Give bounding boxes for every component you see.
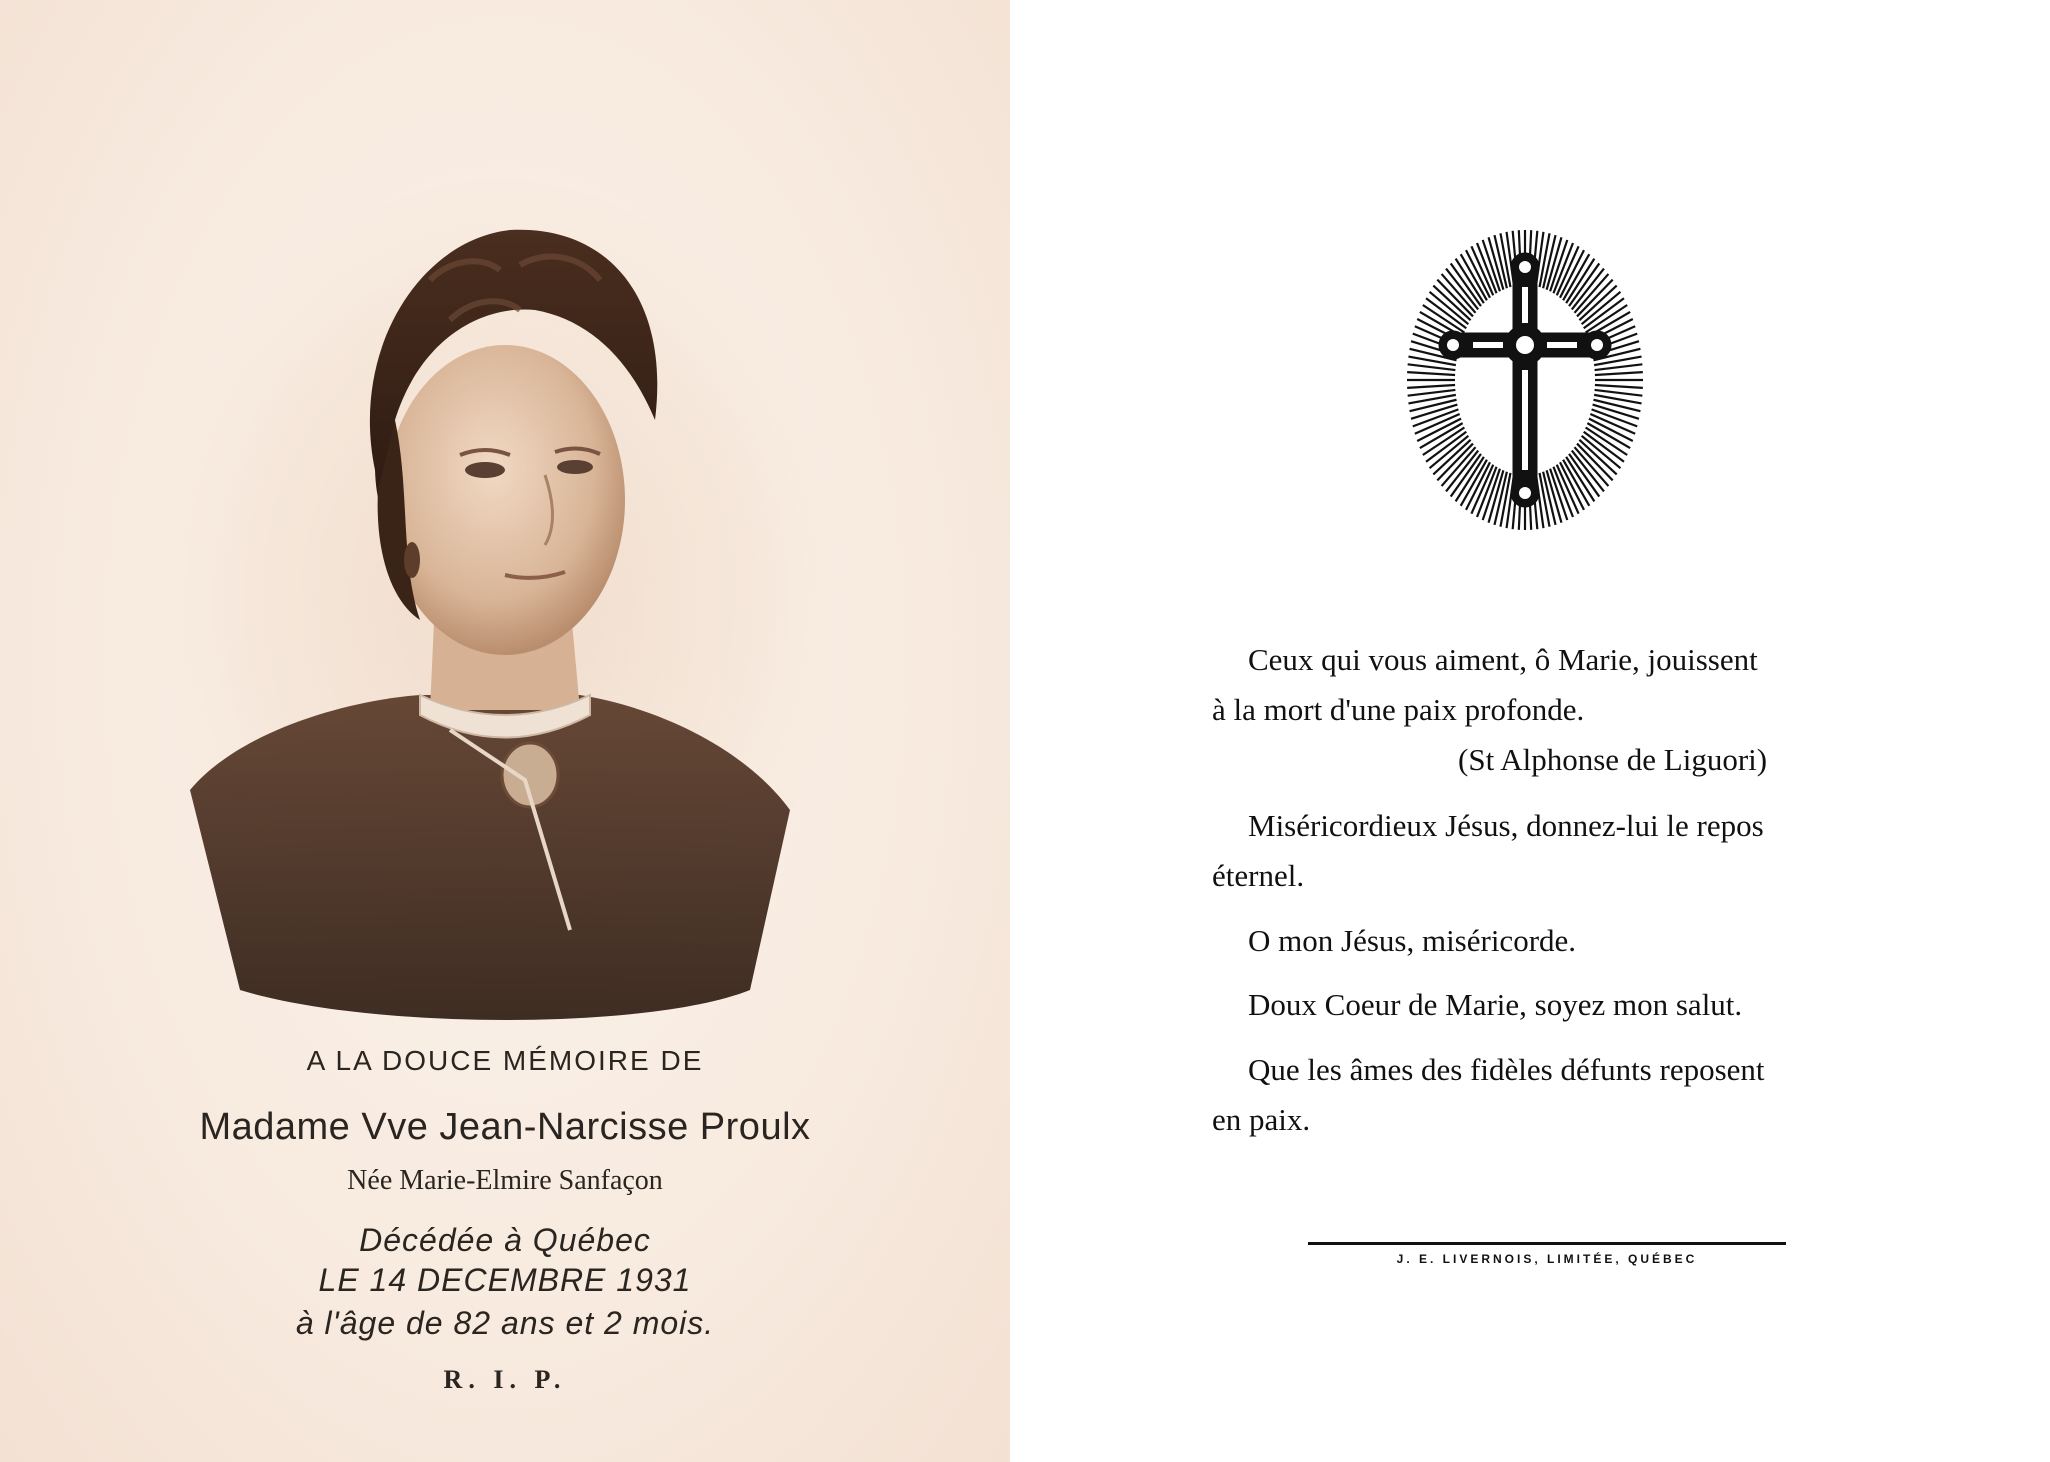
age-at-death: à l'âge de 82 ans et 2 mois.: [295, 1305, 715, 1341]
emblem-ray: [1407, 372, 1455, 375]
radiant-cross-icon: [1403, 225, 1648, 535]
prayer-line: Ceux qui vous aiment, ô Marie, jouissent: [1248, 642, 1758, 677]
printer-credit: J. E. LIVERNOIS, LIMITÉE, QUÉBEC: [1396, 1252, 1698, 1266]
death-date: LE 14 DECEMBRE 1931: [318, 1262, 692, 1298]
prayer-line: O mon Jésus, miséricorde.: [1248, 923, 1577, 958]
maiden-name: Née Marie-Elmire Sanfaçon: [347, 1165, 663, 1196]
memorial-heading: A LA DOUCE MÉMOIRE DE: [306, 1045, 704, 1076]
deceased-name: Madame Vve Jean-Narcisse Proulx: [199, 1106, 811, 1148]
prayer-attribution: (St Alphonse de Liguori): [1458, 742, 1768, 777]
portrait-photo: [150, 170, 850, 1020]
emblem-ray: [1408, 390, 1456, 396]
emblem-ray: [1595, 385, 1643, 388]
emblem-ray: [1595, 390, 1643, 396]
death-place: Décédée à Québec: [359, 1222, 651, 1258]
prayer-line: Miséricordieux Jésus, donnez-lui le repos: [1248, 808, 1764, 843]
emblem-ray: [1595, 372, 1643, 375]
prayer-line: éternel.: [1212, 858, 1305, 893]
rip-text: R. I. P.: [443, 1365, 567, 1394]
divider: [1308, 1242, 1786, 1245]
emblem-ray: [1595, 364, 1643, 370]
prayer-line: à la mort d'une paix profonde.: [1212, 692, 1585, 727]
prayer-line: Que les âmes des fidèles défunts reposent: [1248, 1052, 1765, 1087]
memorial-card-back: [1010, 0, 2050, 1462]
memorial-card-front: [0, 0, 1010, 1462]
emblem-ray: [1408, 364, 1456, 370]
prayer-line: Doux Coeur de Marie, soyez mon salut.: [1248, 987, 1743, 1022]
emblem-ray: [1407, 385, 1455, 388]
prayer-line: en paix.: [1212, 1102, 1311, 1137]
